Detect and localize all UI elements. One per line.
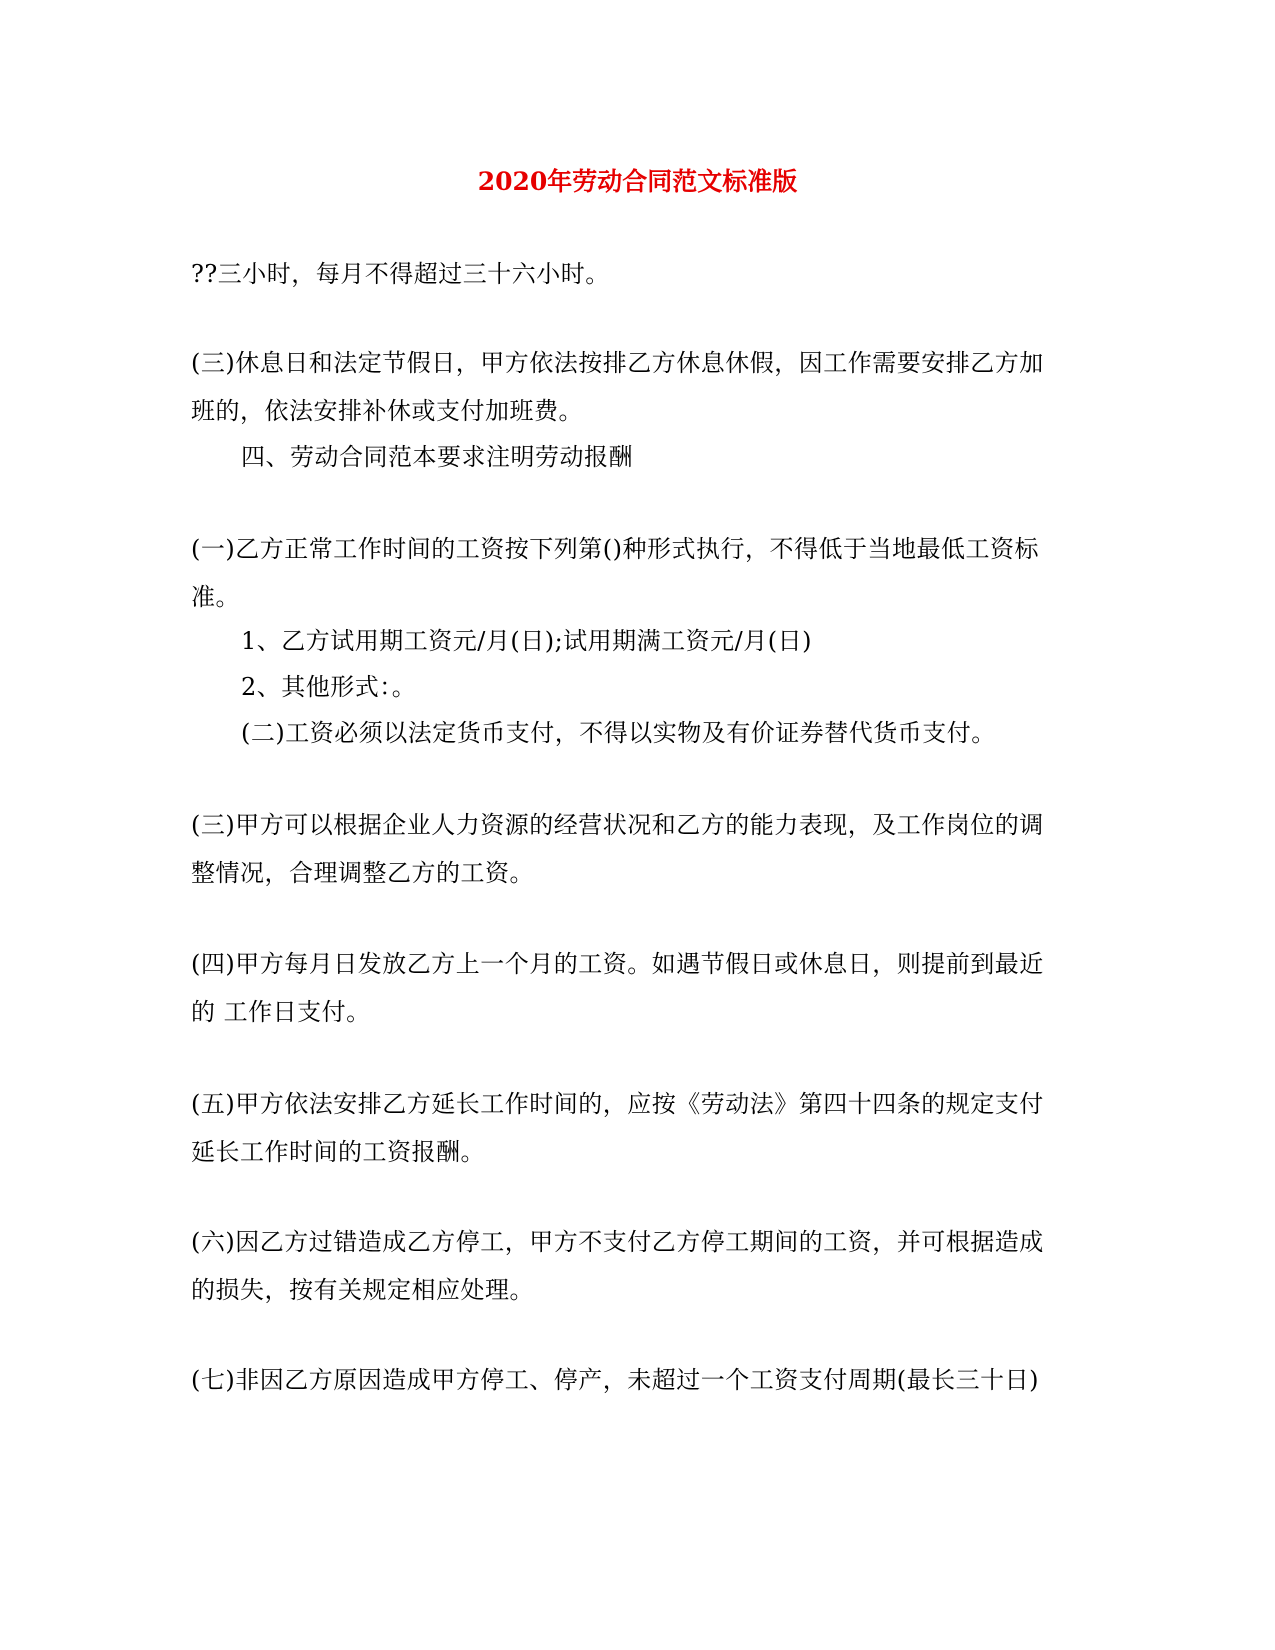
document-title: 2020年劳动合同范文标准版 (477, 167, 798, 196)
paragraph-line: (四)甲方每月日发放乙方上一个月的工资。如遇节假日或休息日，则提前到最近 (191, 950, 1044, 978)
paragraph-overtime-limit (191, 250, 1071, 298)
list-item-other-form (191, 663, 1121, 711)
paragraph-line: 1、乙方试用期工资元/月(日);试用期满工资元/月(日) (241, 627, 812, 655)
paragraph-pay-date (191, 940, 1071, 1036)
paragraph-line: 的损失，按有关规定相应处理。 (191, 1276, 534, 1304)
paragraph-rest-days (191, 339, 1071, 435)
paragraph-line: 班的，依法安排补休或支付加班费。 (191, 397, 583, 425)
paragraph-line: (三)休息日和法定节假日，甲方依法按排乙方休息休假，因工作需要安排乙方加 (191, 349, 1044, 377)
paragraph-wage-form (191, 525, 1071, 621)
paragraph-line: 准。 (191, 583, 240, 611)
paragraph-line: 2、其他形式：。 (241, 673, 417, 701)
paragraph-legal-tender (191, 709, 1121, 757)
paragraph-line: 延长工作时间的工资报酬。 (191, 1138, 485, 1166)
paragraph-line: (二)工资必须以法定货币支付，不得以实物及有价证券替代货币支付。 (241, 719, 996, 747)
paragraph-line: (六)因乙方过错造成乙方停工，甲方不支付乙方停工期间的工资，并可根据造成 (191, 1228, 1044, 1256)
paragraph-line: ??三小时，每月不得超过三十六小时。 (191, 260, 610, 288)
paragraph-stoppage-fault (191, 1218, 1071, 1314)
list-item-probation-wage (191, 617, 1121, 665)
paragraph-line: 四、劳动合同范本要求注明劳动报酬 (241, 443, 633, 471)
paragraph-line: 的 工作日支付。 (191, 998, 371, 1026)
paragraph-line: (一)乙方正常工作时间的工资按下列第()种形式执行，不得低于当地最低工资标 (191, 535, 1039, 563)
section-heading-remuneration (191, 433, 1121, 481)
paragraph-wage-adjustment (191, 801, 1071, 897)
paragraph-overtime-pay (191, 1080, 1071, 1176)
paragraph-line: (七)非因乙方原因造成甲方停工、停产，未超过一个工资支付周期(最长三十日) (191, 1366, 1039, 1394)
paragraph-line: (三)甲方可以根据企业人力资源的经营状况和乙方的能力表现，及工作岗位的调 (191, 811, 1044, 839)
paragraph-line: (五)甲方依法安排乙方延长工作时间的，应按《劳动法》第四十四条的规定支付 (191, 1090, 1044, 1118)
paragraph-stoppage-non-fault (191, 1356, 1071, 1404)
paragraph-line: 整情况，合理调整乙方的工资。 (191, 859, 534, 887)
